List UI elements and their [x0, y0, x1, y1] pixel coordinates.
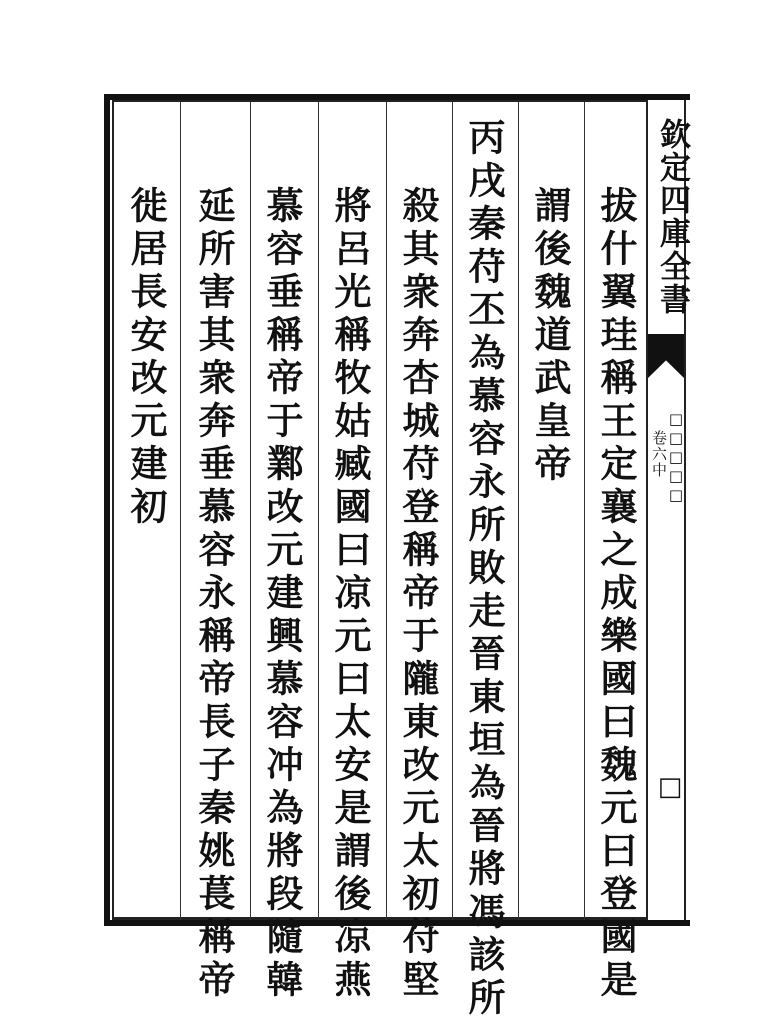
text-column: 慕容垂稱帝于鄴改元建興慕容冲為將段隨韓 [260, 186, 304, 1003]
gutter-volume: 卷六中 [650, 430, 668, 478]
text-column: 殺其衆奔杏城苻登稱帝于隴東改元太初苻堅 [396, 186, 440, 1003]
gutter-title: 欽定四庫全書 [654, 118, 690, 316]
text-column: 延所害其衆奔垂慕容永稱帝長子秦姚萇稱帝 [192, 186, 236, 1003]
page-number: □ [655, 772, 685, 802]
gutter-volume: □□□□□ [667, 410, 685, 505]
text-column: 徙居長安改元建初 [124, 186, 168, 530]
column-rule [386, 102, 387, 920]
column-rule [318, 102, 319, 920]
column-rule [518, 102, 519, 920]
column-rule [250, 102, 251, 920]
text-column: 將呂光稱牧姑臧國曰凉元曰太安是謂後凉燕 [328, 186, 372, 1003]
text-column: 丙戌秦苻丕為慕容永所敗走晉東垣為晉將馮該所 [462, 118, 506, 1021]
text-column: 拔什翼珪稱王定襄之成樂國曰魏元曰登國是 [594, 186, 638, 1003]
text-column: 謂後魏道武皇帝 [528, 186, 572, 487]
column-rule [584, 102, 585, 920]
column-rule [452, 102, 453, 920]
column-rule [180, 102, 181, 920]
